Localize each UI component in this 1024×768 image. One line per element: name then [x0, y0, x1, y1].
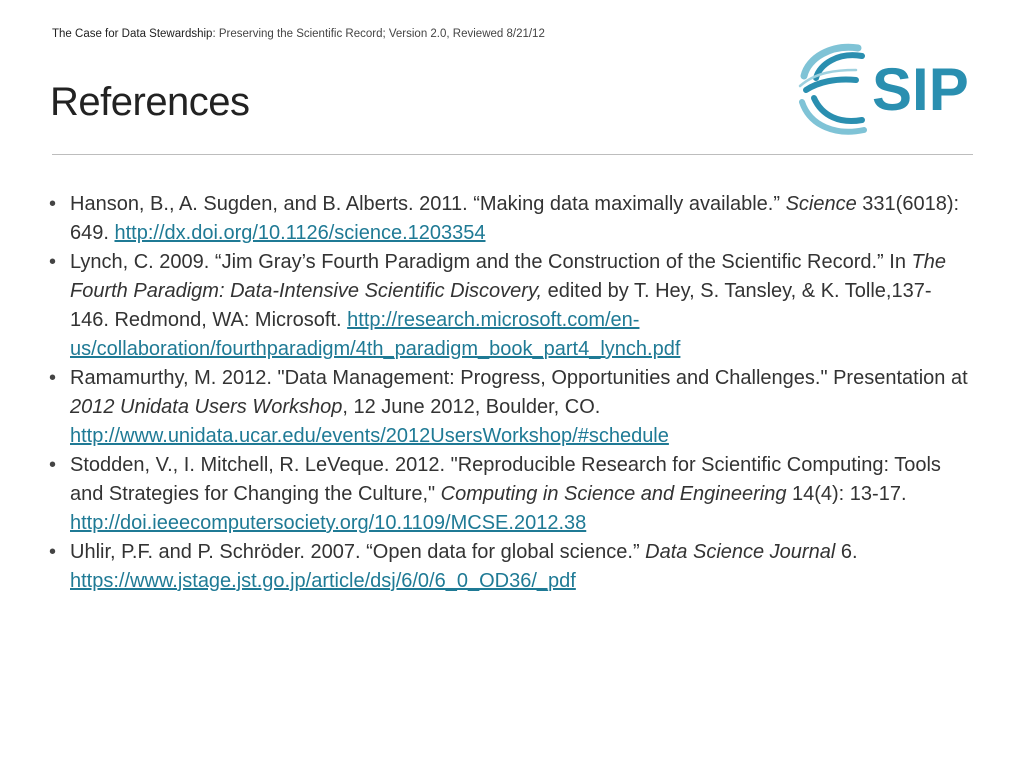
page-title: References: [50, 80, 250, 124]
reference-text: Stodden, V., I. Mitchell, R. LeVeque. 2012. "Reproducible Research for Scientific Computing: Tools and Strategies for Changing the Culture,": [70, 454, 941, 505]
reference-link[interactable]: http://dx.doi.org/10.1126/science.1203354: [114, 222, 486, 244]
logo-text: SIP: [872, 56, 969, 123]
header-citation: [52, 28, 545, 40]
reference-text: Ramamurthy, M. 2012. "Data Management: Progress, Opportunities and Challenges." Presentation at: [70, 367, 968, 389]
reference-text: Lynch, C. 2009. “Jim Gray’s Fourth Paradigm and the Construction of the Scientific Record.” In: [70, 251, 912, 273]
reference-item: [48, 190, 968, 248]
logo-swirl-lower: [814, 98, 862, 121]
reference-details: 6.: [835, 541, 858, 563]
reference-link[interactable]: https://www.jstage.jst.go.jp/article/dsj/6/0/6_0_OD36/_pdf: [70, 570, 576, 592]
header-title: The Case for Data Stewardship: [52, 28, 213, 40]
logo-swirl-middle: [806, 79, 856, 90]
reference-source-title: Computing in Science and Engineering: [440, 483, 787, 505]
title-divider: [52, 154, 973, 155]
reference-source-title: The Fourth Paradigm: Data-Intensive Scientific Discovery,: [70, 251, 946, 302]
reference-link[interactable]: http://research.microsoft.com/en-us/collaboration/fourthparadigm/4th_paradigm_book_part4_lynch.pdf: [70, 309, 681, 360]
reference-item: [48, 451, 968, 538]
reference-item: [48, 538, 968, 596]
reference-details: , 12 June 2012, Boulder, CO.: [342, 396, 601, 418]
reference-details: 14(4): 13-17.: [786, 483, 907, 505]
reference-details: edited by T. Hey, S. Tansley, & K. Tolle,137-146. Redmond, WA: Microsoft.: [70, 280, 932, 331]
reference-link[interactable]: http://www.unidata.ucar.edu/events/2012UsersWorkshop/#schedule: [70, 425, 669, 447]
reference-item: [48, 248, 968, 364]
reference-list: [48, 190, 968, 596]
reference-item: [48, 364, 968, 451]
reference-details: 331(6018): 649.: [70, 193, 960, 244]
header-subtitle: : Preserving the Scientific Record; Version 2.0, Reviewed 8/21/12: [212, 28, 545, 40]
reference-source-title: Science: [785, 193, 857, 215]
reference-link[interactable]: http://doi.ieeecomputersociety.org/10.1109/MCSE.2012.38: [70, 512, 587, 534]
reference-source-title: 2012 Unidata Users Workshop: [70, 396, 343, 418]
esip-logo: [796, 36, 972, 136]
reference-source-title: Data Science Journal: [645, 541, 836, 563]
reference-text: Uhlir, P.F. and P. Schröder. 2007. “Open data for global science.”: [70, 541, 646, 563]
reference-text: Hanson, B., A. Sugden, and B. Alberts. 2011. “Making data maximally available.”: [70, 193, 786, 215]
